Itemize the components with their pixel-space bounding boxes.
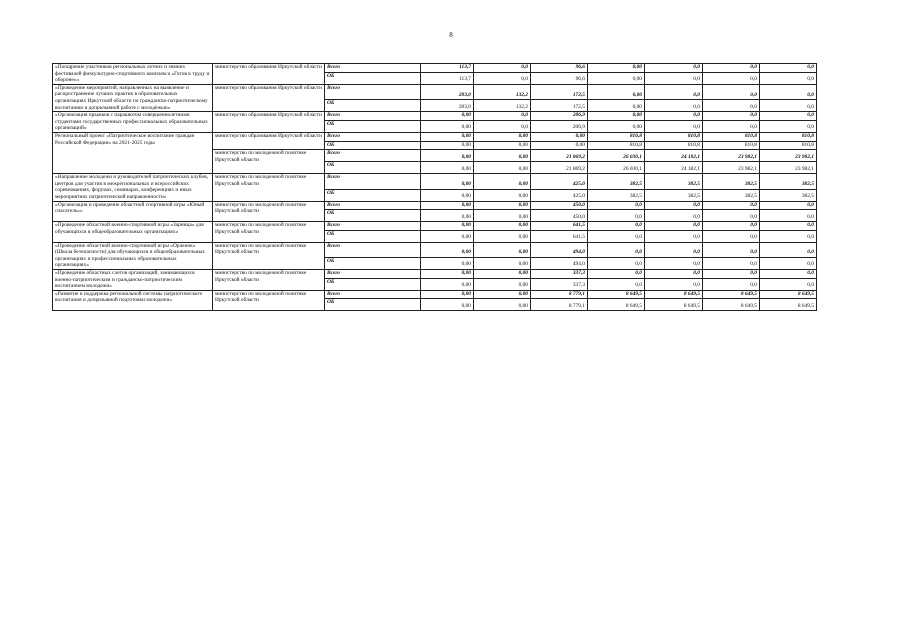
executor-cell: министерство по молодежной политике Иркутской области <box>213 150 325 174</box>
amount-cell: 0,00 <box>421 189 474 201</box>
amount-cell: 23 982,1 <box>703 150 760 162</box>
amount-cell: 0,0 <box>760 242 817 257</box>
funding-source-cell: Всего <box>325 222 421 231</box>
amount-cell: 23 982,1 <box>760 150 817 162</box>
amount-cell: 0,00 <box>588 112 645 121</box>
table-row-total <box>53 201 817 210</box>
funding-source-cell: Всего <box>325 84 421 99</box>
funding-source-cell: ОБ <box>325 100 421 112</box>
amount-cell: 0,0 <box>588 222 645 231</box>
amount-cell: 0,00 <box>474 174 531 189</box>
measure-name-cell: «Проведение областных слетов организаций, занимающихся военно-патриотическим и гражданско-патриотическим воспитанием молодежи» <box>53 270 213 291</box>
measure-name-cell: «Поощрение участников региональных летних и зимних фестивалей физкультурно-спортивного комплекса «Готов к труду и обороне»» <box>53 64 213 85</box>
amount-cell: 0,00 <box>474 150 531 162</box>
amount-cell: 0,00 <box>421 150 474 162</box>
amount-cell: 0,0 <box>703 100 760 112</box>
funding-source-cell: ОБ <box>325 230 421 242</box>
amount-cell: 641,5 <box>531 222 588 231</box>
amount-cell: 0,00 <box>588 120 645 132</box>
amount-cell: 810,8 <box>645 141 703 150</box>
amount-cell: 132,2 <box>474 100 531 112</box>
amount-cell: 8 649,5 <box>645 290 703 299</box>
measure-name-cell: «Направление молодежи и руководителей патриотических клубов, центров для участия в межрегиональных и всероссийских соревнованиях, форумах, семинарах, конференциях и иных мероприятиях патриотической направленности» <box>53 174 213 201</box>
amount-cell: 0,0 <box>588 210 645 222</box>
amount-cell: 24 182,1 <box>645 150 703 162</box>
amount-cell: 0,0 <box>588 201 645 210</box>
amount-cell: 0,0 <box>645 210 703 222</box>
amount-cell: 0,0 <box>645 222 703 231</box>
funding-source-cell: ОБ <box>325 189 421 201</box>
amount-cell: 0,00 <box>474 230 531 242</box>
amount-cell: 0,00 <box>474 132 531 141</box>
amount-cell: 0,00 <box>421 162 474 174</box>
amount-cell: 0,0 <box>760 201 817 210</box>
amount-cell: 382,5 <box>645 189 703 201</box>
amount-cell: 0,0 <box>645 270 703 279</box>
amount-cell: 206,9 <box>531 120 588 132</box>
amount-cell: 337,3 <box>531 278 588 290</box>
amount-cell: 8 649,5 <box>588 299 645 311</box>
funding-source-cell: Всего <box>325 150 421 162</box>
amount-cell: 23 982,1 <box>703 162 760 174</box>
amount-cell: 0,0 <box>703 242 760 257</box>
amount-cell: 0,0 <box>760 270 817 279</box>
table-row-total <box>53 64 817 73</box>
amount-cell: 0,0 <box>703 84 760 99</box>
funding-source-cell: Всего <box>325 270 421 279</box>
amount-cell: 0,00 <box>421 299 474 311</box>
amount-cell: 0,00 <box>421 290 474 299</box>
amount-cell: 26 030,1 <box>588 150 645 162</box>
amount-cell: 0,00 <box>421 278 474 290</box>
amount-cell: 0,0 <box>703 64 760 73</box>
executor-cell: министерство по молодежной политике Иркутской области <box>213 242 325 269</box>
table-row-total <box>53 84 817 99</box>
amount-cell: 0,0 <box>760 230 817 242</box>
amount-cell: 0,0 <box>588 258 645 270</box>
amount-cell: 8 649,5 <box>703 299 760 311</box>
amount-cell: 0,0 <box>703 258 760 270</box>
amount-cell: 382,5 <box>703 174 760 189</box>
amount-cell: 0,0 <box>703 201 760 210</box>
amount-cell: 337,3 <box>531 270 588 279</box>
amount-cell: 0,00 <box>474 299 531 311</box>
amount-cell: 0,0 <box>703 230 760 242</box>
amount-cell: 8 649,5 <box>760 299 817 311</box>
table-row-total <box>53 290 817 299</box>
amount-cell: 0,0 <box>760 278 817 290</box>
funding-source-cell: ОБ <box>325 162 421 174</box>
amount-cell: 382,5 <box>760 189 817 201</box>
table-row-total <box>53 242 817 257</box>
amount-cell: 0,00 <box>474 162 531 174</box>
amount-cell: 0,00 <box>474 270 531 279</box>
amount-cell: 0,0 <box>645 120 703 132</box>
amount-cell: 8 779,1 <box>531 290 588 299</box>
amount-cell: 8 649,5 <box>588 290 645 299</box>
executor-cell: министерство по молодежной политике Иркутской области <box>213 201 325 222</box>
amount-cell: 810,8 <box>645 132 703 141</box>
amount-cell: 425,0 <box>531 189 588 201</box>
amount-cell: 172,5 <box>531 100 588 112</box>
table-row-total <box>53 270 817 279</box>
amount-cell: 0,00 <box>421 174 474 189</box>
amount-cell: 382,5 <box>760 174 817 189</box>
amount-cell: 0,00 <box>474 222 531 231</box>
amount-cell: 0,00 <box>531 132 588 141</box>
amount-cell: 0,00 <box>588 84 645 99</box>
amount-cell: 113,7 <box>421 72 474 84</box>
page-number: 8 <box>449 31 453 39</box>
measure-name-cell: «Организация и проведение областной спортивной игры «Юный спасатель»» <box>53 201 213 222</box>
amount-cell: 0,0 <box>760 258 817 270</box>
amount-cell: 0,00 <box>421 242 474 257</box>
amount-cell: 0,00 <box>421 132 474 141</box>
table-row-total <box>53 112 817 121</box>
amount-cell: 0,00 <box>421 258 474 270</box>
amount-cell: 0,0 <box>645 258 703 270</box>
funding-source-cell: Всего <box>325 242 421 257</box>
amount-cell: 23 982,1 <box>760 162 817 174</box>
amount-cell: 0,00 <box>474 201 531 210</box>
amount-cell: 382,5 <box>703 189 760 201</box>
amount-cell: 0,00 <box>421 222 474 231</box>
amount-cell: 0,0 <box>703 72 760 84</box>
funding-source-cell: Всего <box>325 201 421 210</box>
amount-cell: 113,7 <box>421 64 474 73</box>
amount-cell: 810,8 <box>703 141 760 150</box>
amount-cell: 382,5 <box>645 174 703 189</box>
amount-cell: 0,0 <box>645 278 703 290</box>
amount-cell: 0,00 <box>474 210 531 222</box>
amount-cell: 0,00 <box>474 189 531 201</box>
amount-cell: 0,0 <box>474 120 531 132</box>
amount-cell: 0,00 <box>588 100 645 112</box>
amount-cell: 96,6 <box>531 72 588 84</box>
table-row-total <box>53 132 817 141</box>
amount-cell: 0,0 <box>760 112 817 121</box>
amount-cell: 0,00 <box>421 141 474 150</box>
amount-cell: 21 869,2 <box>531 150 588 162</box>
executor-cell: министерство по молодежной политике Иркутской области <box>213 174 325 201</box>
amount-cell: 0,00 <box>474 141 531 150</box>
amount-cell: 8 779,1 <box>531 299 588 311</box>
amount-cell: 450,0 <box>531 201 588 210</box>
amount-cell: 0,0 <box>760 72 817 84</box>
executor-cell: министерство образования Иркутской области <box>213 64 325 85</box>
executor-cell: министерство по молодежной политике Иркутской области <box>213 270 325 291</box>
amount-cell: 8 649,5 <box>703 290 760 299</box>
amount-cell: 0,0 <box>645 64 703 73</box>
measure-name-cell: «Проведение мероприятий, направленных на выявление и распространение лучших практик в образовательных организациях Иркутской области по гражданско-патриотическому воспитанию и допризывной работе с молодёжью» <box>53 84 213 111</box>
amount-cell: 494,0 <box>531 258 588 270</box>
table-row-total <box>53 222 817 231</box>
amount-cell: 0,0 <box>703 120 760 132</box>
amount-cell: 0,0 <box>588 270 645 279</box>
amount-cell: 206,9 <box>531 112 588 121</box>
amount-cell: 203,0 <box>421 100 474 112</box>
amount-cell: 810,8 <box>760 132 817 141</box>
amount-cell: 0,00 <box>421 120 474 132</box>
amount-cell: 0,0 <box>760 84 817 99</box>
amount-cell: 0,00 <box>421 210 474 222</box>
amount-cell: 0,00 <box>474 278 531 290</box>
amount-cell: 0,0 <box>760 210 817 222</box>
amount-cell: 494,0 <box>531 242 588 257</box>
amount-cell: 0,0 <box>645 72 703 84</box>
funding-source-cell: Всего <box>325 290 421 299</box>
measure-name-cell: Региональный проект «Патриотическое воспитание граждан Российской Федерации» на 2021-2025 годы <box>53 132 213 173</box>
amount-cell: 0,0 <box>474 72 531 84</box>
funding-source-cell: Всего <box>325 132 421 141</box>
amount-cell: 24 182,1 <box>645 162 703 174</box>
measure-name-cell: «Проведение областной военно-спортивной игры «Орленок» (Школа безопасности) для обучающихся в общеобразовательных организациях и профессиональных образовательных организациях» <box>53 242 213 269</box>
amount-cell: 0,0 <box>645 84 703 99</box>
executor-cell: министерство образования Иркутской области <box>213 84 325 111</box>
amount-cell: 0,00 <box>421 201 474 210</box>
amount-cell: 382,5 <box>588 174 645 189</box>
amount-cell: 172,5 <box>531 84 588 99</box>
amount-cell: 203,0 <box>421 84 474 99</box>
amount-cell: 0,0 <box>645 242 703 257</box>
funding-source-cell: ОБ <box>325 72 421 84</box>
amount-cell: 0,0 <box>760 64 817 73</box>
amount-cell: 0,0 <box>588 230 645 242</box>
amount-cell: 0,00 <box>531 141 588 150</box>
funding-source-cell: ОБ <box>325 258 421 270</box>
funding-source-cell: ОБ <box>325 210 421 222</box>
amount-cell: 0,00 <box>474 290 531 299</box>
measure-name-cell: «Развитие и поддержка региональной системы патриотического воспитания и допризывной подготовки молодежи» <box>53 290 213 311</box>
funding-source-cell: ОБ <box>325 141 421 150</box>
amount-cell: 425,0 <box>531 174 588 189</box>
funding-source-cell: ОБ <box>325 299 421 311</box>
amount-cell: 0,00 <box>474 258 531 270</box>
funding-source-cell: Всего <box>325 64 421 73</box>
amount-cell: 382,5 <box>588 189 645 201</box>
amount-cell: 132,2 <box>474 84 531 99</box>
amount-cell: 26 030,1 <box>588 162 645 174</box>
amount-cell: 0,0 <box>703 222 760 231</box>
amount-cell: 8 649,5 <box>760 290 817 299</box>
amount-cell: 0,0 <box>588 278 645 290</box>
measure-name-cell: «Проведение областной военно-спортивной игры «Зарница» для обучающихся в общеобразовательных организациях» <box>53 222 213 243</box>
amount-cell: 0,0 <box>474 64 531 73</box>
funding-source-cell: ОБ <box>325 120 421 132</box>
amount-cell: 0,0 <box>703 270 760 279</box>
amount-cell: 810,8 <box>588 132 645 141</box>
executor-cell: министерство по молодежной политике Иркутской области <box>213 222 325 243</box>
amount-cell: 0,00 <box>588 72 645 84</box>
amount-cell: 0,00 <box>421 112 474 121</box>
amount-cell: 0,0 <box>760 120 817 132</box>
amount-cell: 8 649,5 <box>645 299 703 311</box>
amount-cell: 0,00 <box>421 230 474 242</box>
table-row-total <box>53 174 817 189</box>
funding-source-cell: Всего <box>325 174 421 189</box>
executor-cell: министерство по молодежной политике Иркутской области <box>213 290 325 311</box>
amount-cell: 0,0 <box>645 201 703 210</box>
amount-cell: 21 869,2 <box>531 162 588 174</box>
amount-cell: 0,0 <box>588 242 645 257</box>
amount-cell: 0,0 <box>703 112 760 121</box>
amount-cell: 0,0 <box>760 222 817 231</box>
amount-cell: 0,0 <box>645 100 703 112</box>
amount-cell: 0,0 <box>645 230 703 242</box>
amount-cell: 450,0 <box>531 210 588 222</box>
funding-source-cell: Всего <box>325 112 421 121</box>
amount-cell: 0,0 <box>474 112 531 121</box>
amount-cell: 641,5 <box>531 230 588 242</box>
amount-cell: 0,0 <box>760 100 817 112</box>
amount-cell: 0,0 <box>703 278 760 290</box>
amount-cell: 0,00 <box>474 242 531 257</box>
amount-cell: 810,8 <box>760 141 817 150</box>
amount-cell: 810,8 <box>588 141 645 150</box>
amount-cell: 810,8 <box>703 132 760 141</box>
amount-cell: 96,6 <box>531 64 588 73</box>
budget-table <box>52 63 817 311</box>
executor-cell: министерство образования Иркутской области <box>213 132 325 149</box>
amount-cell: 0,0 <box>703 210 760 222</box>
executor-cell: министерство образования Иркутской области <box>213 112 325 133</box>
amount-cell: 0,00 <box>588 64 645 73</box>
funding-source-cell: ОБ <box>325 278 421 290</box>
measure-name-cell: «Организация прыжков с парашютом совершеннолетними студентами государственных профессиональных образовательных организаций» <box>53 112 213 133</box>
amount-cell: 0,0 <box>645 112 703 121</box>
amount-cell: 0,00 <box>421 270 474 279</box>
